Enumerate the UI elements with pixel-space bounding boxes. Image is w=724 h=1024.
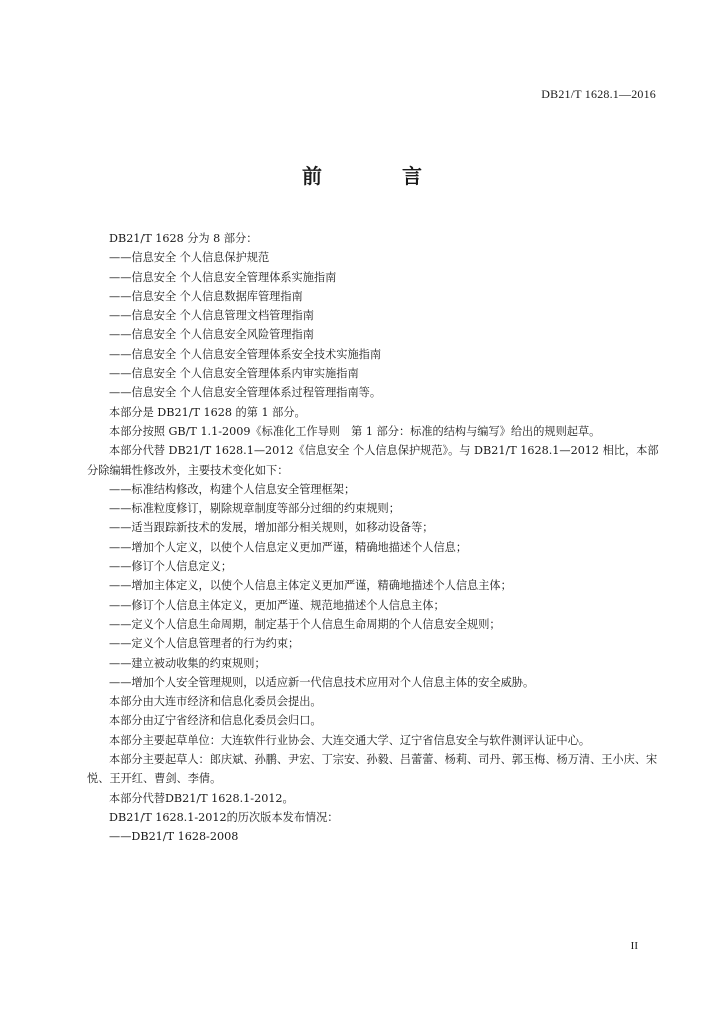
list-item: ——信息安全 个人信息管理文档管理指南 bbox=[109, 309, 314, 323]
paragraph: DB21/T 1628 分为 8 部分： bbox=[109, 232, 258, 245]
list-item: ——增加个人定义，以使个人信息定义更加严谨，精确地描述个人信息； bbox=[109, 540, 468, 554]
list-item: ——信息安全 个人信息安全风险管理指南 bbox=[109, 328, 314, 342]
paragraph: 本部分是 DB21/T 1628 的第 1 部分。 bbox=[109, 405, 306, 419]
paragraph: 本部分由大连市经济和信息化委员会提出。 bbox=[109, 695, 322, 709]
paragraph: 本部分主要起草人：郎庆斌、孙鹏、尹宏、丁宗安、孙毅、吕蕾蕾、杨莉、司丹、郭玉梅、杨万清、王小庆、宋悦、王开红、曹剑、李倩。 bbox=[87, 753, 658, 786]
list-item: ——标准结构修改，构建个人信息安全管理框架； bbox=[109, 482, 356, 496]
paragraph: DB21/T 1628.1-2012的历次版本发布情况： bbox=[109, 810, 339, 824]
list-item: ——定义个人信息生命周期，制定基于个人信息生命周期的个人信息安全规则； bbox=[109, 617, 501, 631]
paragraph: 本部分主要起草单位：大连软件行业协会、大连交通大学、辽宁省信息安全与软件测评认证中心。 bbox=[109, 733, 591, 747]
list-item: ——信息安全 个人信息数据库管理指南 bbox=[109, 289, 303, 303]
list-item: ——信息安全 个人信息安全管理体系内审实施指南 bbox=[109, 367, 359, 381]
list-item: ——增加个人安全管理规则，以适应新一代信息技术应用对个人信息主体的安全威胁。 bbox=[109, 675, 535, 689]
page-number: II bbox=[630, 940, 638, 952]
page-title: 前 言 bbox=[302, 164, 452, 188]
list-item: ——DB21/T 1628-2008 bbox=[109, 830, 239, 844]
list-item: ——修订个人信息定义； bbox=[109, 560, 233, 574]
list-item: ——信息安全 个人信息保护规范 bbox=[109, 251, 270, 265]
list-item: ——信息安全 个人信息安全管理体系过程管理指南等。 bbox=[109, 386, 382, 400]
list-item: ——建立被动收集的约束规则； bbox=[109, 656, 266, 670]
list-item: ——定义个人信息管理者的行为约束； bbox=[109, 637, 300, 651]
list-item: ——修订个人信息主体定义，更加严谨、规范地描述个人信息主体； bbox=[109, 598, 445, 612]
list-item: ——标准粒度修订，剔除规章制度等部分过细的约束规则； bbox=[109, 502, 400, 516]
list-item: ——适当跟踪新技术的发展，增加部分相关规则，如移动设备等； bbox=[109, 521, 434, 535]
paragraph: 本部分代替 DB21/T 1628.1—2012《信息安全 个人信息保护规范》。与 DB21/T 1628.1—2012 相比，本部分除编辑性修改外，主要技术变化如下： bbox=[87, 444, 659, 477]
list-item: ——信息安全 个人信息安全管理体系实施指南 bbox=[109, 270, 337, 284]
paragraph: 本部分由辽宁省经济和信息化委员会归口。 bbox=[109, 714, 322, 728]
document-body bbox=[87, 229, 662, 847]
paragraph: 本部分按照 GB/T 1.1-2009《标准化工作导则 第 1 部分：标准的结构与编写》给出的规则起草。 bbox=[109, 424, 601, 438]
list-item: ——信息安全 个人信息安全管理体系安全技术实施指南 bbox=[109, 347, 382, 361]
paragraph: 本部分代替DB21/T 1628.1-2012。 bbox=[109, 791, 294, 805]
list-item: ——增加主体定义，以使个人信息主体定义更加严谨，精确地描述个人信息主体； bbox=[109, 579, 512, 593]
document-code-header: DB21/T 1628.1—2016 bbox=[541, 87, 656, 101]
